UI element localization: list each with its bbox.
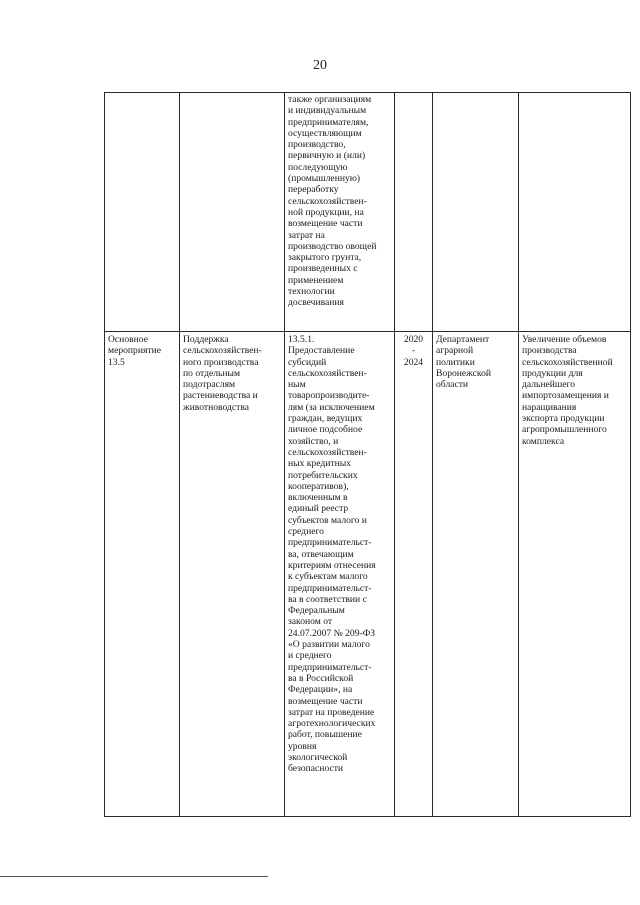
cell-measure-title [180,93,285,332]
cell-expected-result [519,93,631,332]
cell-expected-result: Увеличение объемов производства сельскохозяйственной продукции для дальнейшего импортозамещения и наращивания экспорта продукции агропромышленного комплекса [519,332,631,817]
page-number: 20 [313,58,327,73]
table-row-continued [105,93,631,332]
cell-period [395,93,433,332]
cell-responsible-executor: Департамент аграрной политики Воронежской области [433,332,519,817]
cell-period: 2020 - 2024 [395,332,433,817]
cell-activity-description: 13.5.1. Предоставление субсидий сельскохозяйствен- ным товаропроизводите- лям (за исключением граждан, ведущих личное подсобное хозяйство, и сельскохозяйствен- ных кредитных потребительских кооперативов), включенным в единый реестр субъектов малого и среднего предпринимательст- ва, отвечающим критериям отнесения к субъектам малого предпринимательст- ва в соответствии с Федеральным законом от 24.07.2007 № 209-ФЗ «О развитии малого и среднего предпринимательст- ва в Российской Федерации», на возмещение части затрат на проведение агротехнологических работ, повышение уровня экологической безопасности [285,332,395,817]
cell-measure-name: Основное мероприятие 13.5 [105,332,180,817]
cell-measure-name [105,93,180,332]
cell-measure-title: Поддержка сельскохозяйствен- ного производства по отдельным подотраслям растениеводства и животноводства [180,332,285,817]
footer-rule [0,876,268,877]
cell-responsible-executor [433,93,519,332]
table-row-main-measure-13-5 [105,332,631,817]
cell-activity-description: также организациям и индивидуальным предпринимателям, осуществляющим производство, первичную и (или) последующую (промышленную) переработку сельскохозяйствен- ной продукции, на возмещение части затрат на производство овощей закрытого грунта, произведенных с применением технологии досвечивания [285,93,395,332]
program-measures-table [104,92,631,817]
